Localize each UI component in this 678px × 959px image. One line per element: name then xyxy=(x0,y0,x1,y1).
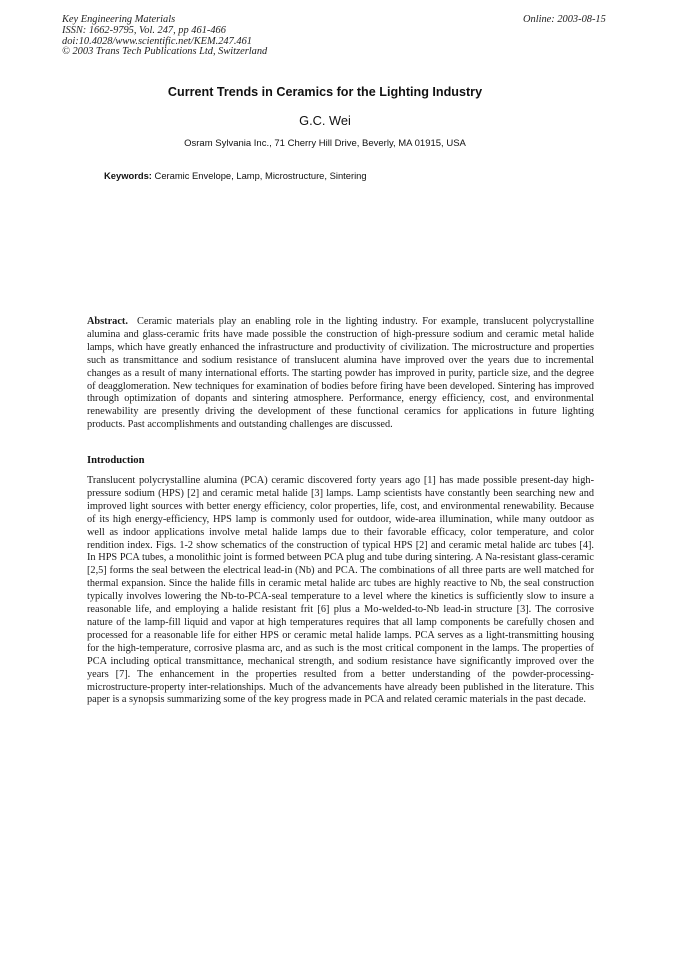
paper-author: G.C. Wei xyxy=(299,113,351,128)
abstract-label: Abstract. xyxy=(87,316,128,327)
issn-line: ISSN: 1662-9795, Vol. 247, pp 461-466 xyxy=(62,24,226,36)
keywords-line xyxy=(104,170,367,181)
abstract-text: Ceramic materials play an enabling role in the lighting industry. For example, translucent polycrystalline alumina and glass-ceramic frits have made possible the construction of high-pressure sodium and ceramic metal halide lamps, which have greatly enhanced the infrastructure and productivity of civilization. The microstructure and properties such as transmittance and sodium resistance of translucent alumina have improved over the years due to incremental changes as a result of many international efforts. The starting powder has improved in purity, particle size, and the degree of deagglomeration. New techniques for examination of bodies before firing have been developed. Sintering has improved through optimization of dopants and sintering atmosphere. Performance, energy efficiency, cost, and environmental renewability are presently driving the development of these functional ceramics for applications in future lighting products. Past accomplishments and outstanding challenges are discussed. xyxy=(87,316,594,431)
keywords-text: Ceramic Envelope, Lamp, Microstructure, Sintering xyxy=(154,170,367,181)
copyright-line: © 2003 Trans Tech Publications Ltd, Switzerland xyxy=(62,46,268,58)
author-affiliation: Osram Sylvania Inc., 71 Cherry Hill Drive, Beverly, MA 01915, USA xyxy=(184,138,466,149)
introduction-heading: Introduction xyxy=(87,455,145,466)
doi-line: doi:10.4028/www.scientific.net/KEM.247.461 xyxy=(62,35,252,47)
journal-header xyxy=(62,15,267,58)
journal-name: Key Engineering Materials xyxy=(62,14,176,25)
abstract-paragraph xyxy=(87,316,594,432)
introduction-paragraph: Translucent polycrystalline alumina (PCA) ceramic discovered forty years ago [1] has made possible present-day high-pressure sodium (HPS) [2] and ceramic metal halide [3] lamps. Lamp scientists have constantly been searching new and improved light sources with better energy efficiency, color properties, life, cost, and environmental renewability. Because of its high energy-efficiency, HPS lamp is commonly used for outdoor, wide-area illumination, while many outdoor as well as indoor applications involve metal halide lamps due to their favorable efficacy, color temperature, and color rendition index. Figs. 1-2 show schematics of the construction of typical HPS [2] and ceramic metal halide arc tubes [4]. In HPS PCA tubes, a monolithic joint is formed between PCA plug and tube during sintering. A Na-resistant glass-ceramic [2,5] forms the seal between the electrical lead-in (Nb) and PCA. The combinations of all three parts are well matched for thermal expansion. Since the halide fills in ceramic metal halide arc tubes are highly reactive to Nb, the seal construction typically involves lowering the Nb-to-PCA-seal temperature to a level where the kinetics is sufficiently slow to insure a reasonable life, and employing a halide resistant frit [6] plus a Mo-welded-to-Nb lead-in structure [3]. The corrosive nature of the lamp-fill liquid and vapor at high temperatures requires that all lamp components be carefully chosen and processed for a reasonable life for either HPS or ceramic metal halide lamps. PCA serves as a light-transmitting housing for the high-temperature, corrosive plasma arc, and as such is the most critical component in the lamps. The properties of PCA including optical transmittance, mechanical strength, and sodium resistance have significantly improved over the years [7]. The enhancement in the properties resulted from a better understanding of the powder-processing-microstructure-property inter-relationships. Much of the advancements have already been published in the literature. This paper is a synopsis summarizing some of the key progress made in PCA and related ceramic materials in the past decade. xyxy=(87,475,594,706)
online-date: Online: 2003-08-15 xyxy=(523,14,606,25)
keywords-label: Keywords: xyxy=(104,170,152,181)
paper-title: Current Trends in Ceramics for the Lighting Industry xyxy=(167,85,483,99)
